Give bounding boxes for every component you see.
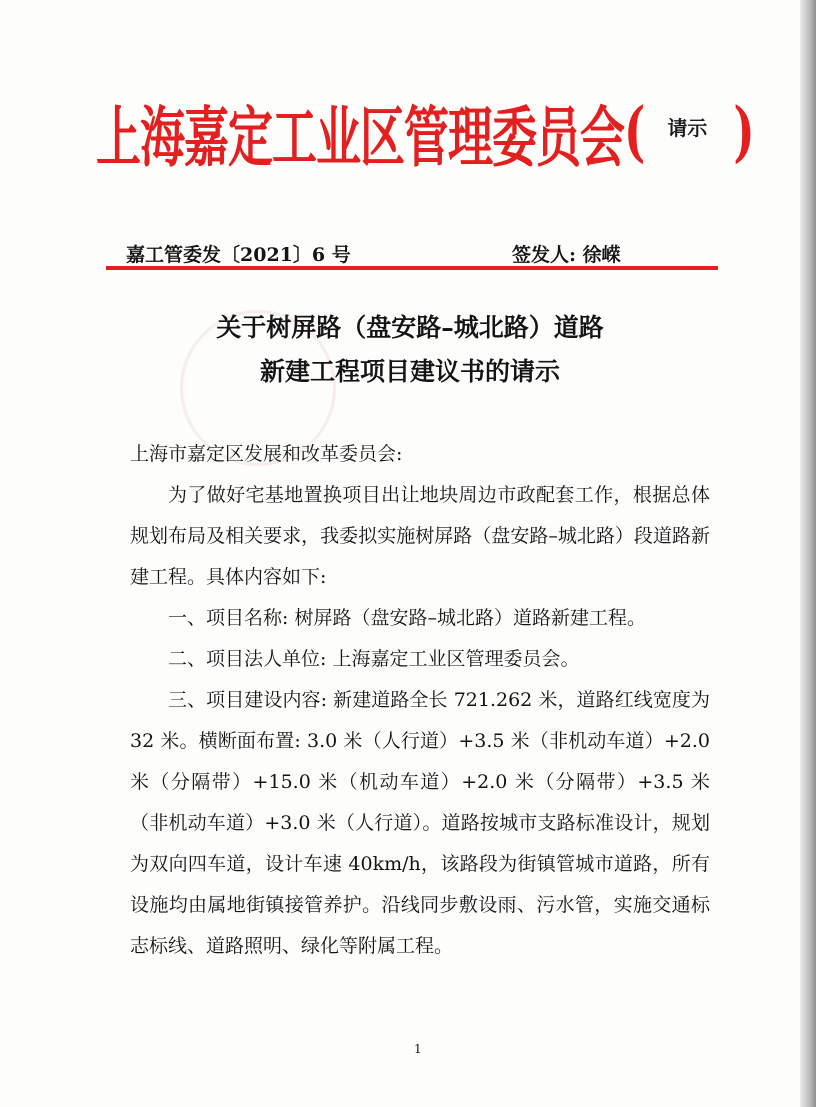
document-number: 嘉工管委发〔2021〕6 号 — [126, 244, 351, 266]
page-number: 1 — [414, 1042, 422, 1056]
body-paragraph: 为了做好宅基地置换项目出让地块周边市政配套工作，根据总体规划布局及相关要求，我委拟实施树屏路（盘安路–城北路）段道路新建工程。具体内容如下: — [130, 484, 710, 588]
body-paragraph: 三、项目建设内容: 新建道路全长 721.262 米，道路红线宽度为 32 米。横断面布置: 3.0 米（人行道）+3.5 米（非机动车道）+2.0 米（分隔带）+15.0 米（机动车道）+2.0 米（分隔带）+3.5 米（非机动车道）+3.0 米（人行道）。道路按城市支路标准设计，规划为双向四车道，设计车速 40km/h，该路段为街镇管城市道路，所有设施均由属地街镇接管养护。沿线同步敷设雨、污水管，实施交通标志标线、道路照明、绿化等附属工程。 — [130, 689, 710, 957]
title-line-1: 关于树屏路（盘安路–城北路）道路 — [216, 313, 604, 342]
scan-edge-shadow — [800, 0, 816, 1107]
body-paragraph: 一、项目名称: 树屏路（盘安路–城北路）道路新建工程。 — [168, 607, 646, 629]
title-line-2: 新建工程项目建议书的请示 — [259, 357, 560, 386]
document-body — [130, 434, 710, 967]
body-paragraph: 二、项目法人单位: 上海嘉定工业区管理委员会。 — [168, 648, 580, 670]
addressee: 上海市嘉定区发展和改革委员会: — [130, 443, 403, 465]
letterhead-open-paren: ( — [624, 92, 646, 170]
letterhead-close-paren: ) — [733, 92, 755, 170]
letterhead-doc-type: 请示 — [667, 115, 708, 140]
document-title — [130, 306, 690, 394]
letterhead-org-name: 上海嘉定工业区管理委员会 — [96, 98, 625, 176]
signer: 签发人: 徐嵘 — [512, 244, 621, 266]
red-divider-line — [106, 266, 718, 270]
red-letterhead — [96, 86, 755, 176]
